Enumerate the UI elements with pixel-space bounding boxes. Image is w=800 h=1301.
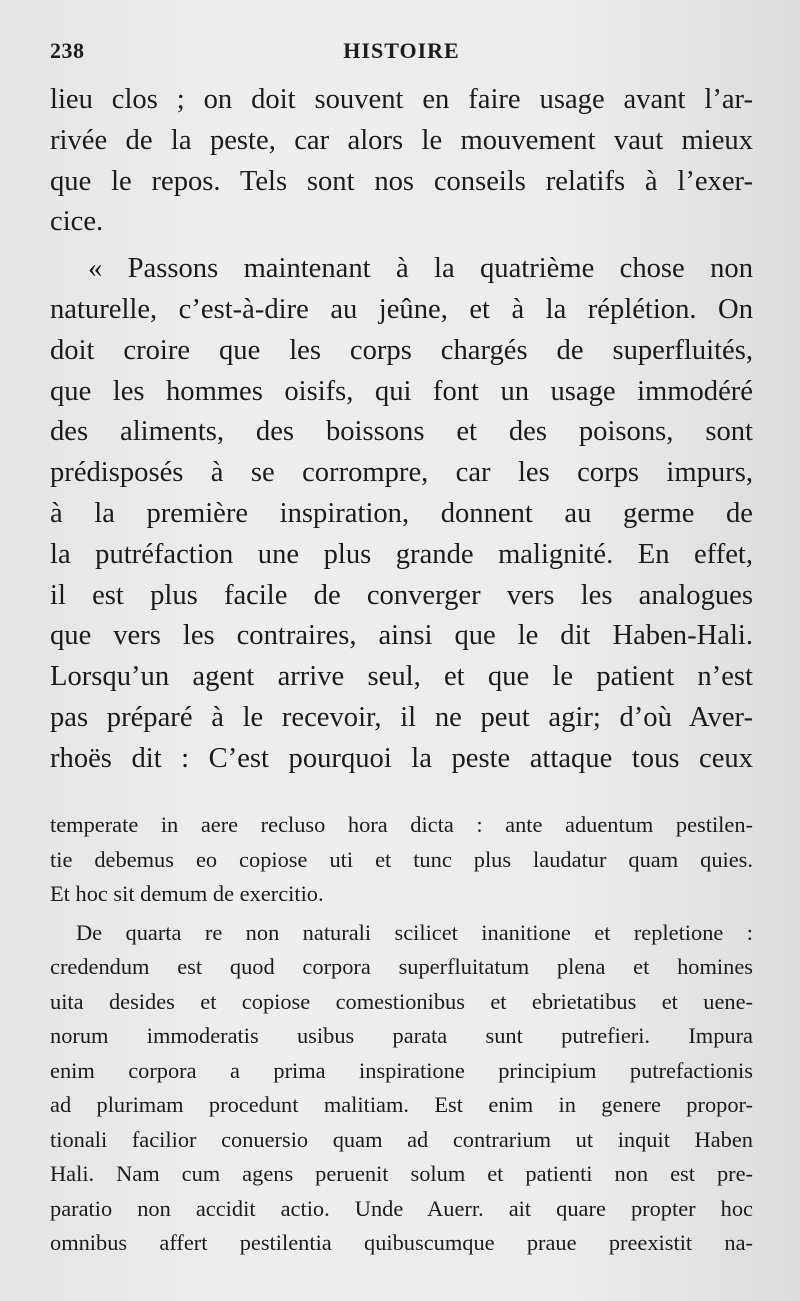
latin-line: enim corpora a prima inspiratione principium putrefactionis (50, 1057, 753, 1083)
french-line: que le repos. Tels sont nos conseils relatifs à l’exer- (50, 165, 753, 197)
french-line: la putréfaction une plus grande malignité. En effet, (50, 538, 753, 570)
french-line: il est plus facile de converger vers les analogues (50, 579, 753, 611)
french-line: que les hommes oisifs, qui font un usage immodéré (50, 375, 753, 407)
french-line: Lorsqu’un agent arrive seul, et que le patient n’est (50, 661, 753, 693)
french-line: rhoës dit : C’est pourquoi la peste attaque tous ceux (50, 742, 753, 774)
french-translation-block (50, 80, 753, 780)
latin-line: credendum est quod corpora superfluitatum plena et homines (50, 954, 753, 979)
french-line: à la première inspiration, donnent au germe de (50, 497, 753, 529)
french-line: « Passons maintenant à la quatrième chose non (88, 253, 753, 285)
running-title: HISTOIRE (343, 38, 460, 63)
french-line: naturelle, c’est-à-dire au jeûne, et à la réplétion. On (50, 293, 753, 325)
latin-line: temperate in aere recluso hora dicta : ante aduentum pestilen- (50, 812, 753, 837)
latin-line: De quarta re non naturali scilicet inanitione et repletione : (76, 919, 753, 945)
french-line: cice. (50, 206, 104, 238)
latin-line: Hali. Nam cum agens peruenit solum et patienti non est pre- (50, 1161, 753, 1186)
latin-line: uita desides et copiose comestionibus et ebrietatibus et uene- (50, 988, 753, 1014)
french-line: rivée de la peste, car alors le mouvement vaut mieux (50, 124, 753, 156)
latin-line: tionali facilior conuersio quam ad contrarium ut inquit Haben (50, 1126, 753, 1152)
latin-line: norum immoderatis usibus parata sunt putrefieri. Impura (50, 1023, 753, 1048)
french-line: prédisposés à se corrompre, car les corps impurs, (50, 457, 753, 489)
french-line: que vers les contraires, ainsi que le dit Haben-Hali. (50, 620, 753, 652)
latin-line: paratio non accidit actio. Unde Auerr. ait quare propter hoc (50, 1195, 753, 1221)
latin-line: Et hoc sit demum de exercitio. (50, 881, 324, 906)
latin-original-block (50, 808, 753, 1261)
latin-line: ad plurimam procedunt malitiam. Est enim in genere propor- (50, 1092, 753, 1117)
french-line: doit croire que les corps chargés de superfluités, (50, 334, 753, 366)
latin-line: omnibus affert pestilentia quibuscumque praue preexistit na- (50, 1230, 753, 1255)
french-line: pas préparé à le recevoir, il ne peut agir; d’où Aver- (50, 701, 753, 733)
french-line: lieu clos ; on doit souvent en faire usage avant l’ar- (50, 84, 753, 115)
page-header (50, 38, 753, 70)
latin-line: tie debemus eo copiose uti et tunc plus laudatur quam quies. (50, 846, 753, 872)
french-line: des aliments, des boissons et des poisons, sont (50, 416, 753, 448)
page-number: 238 (50, 38, 85, 63)
